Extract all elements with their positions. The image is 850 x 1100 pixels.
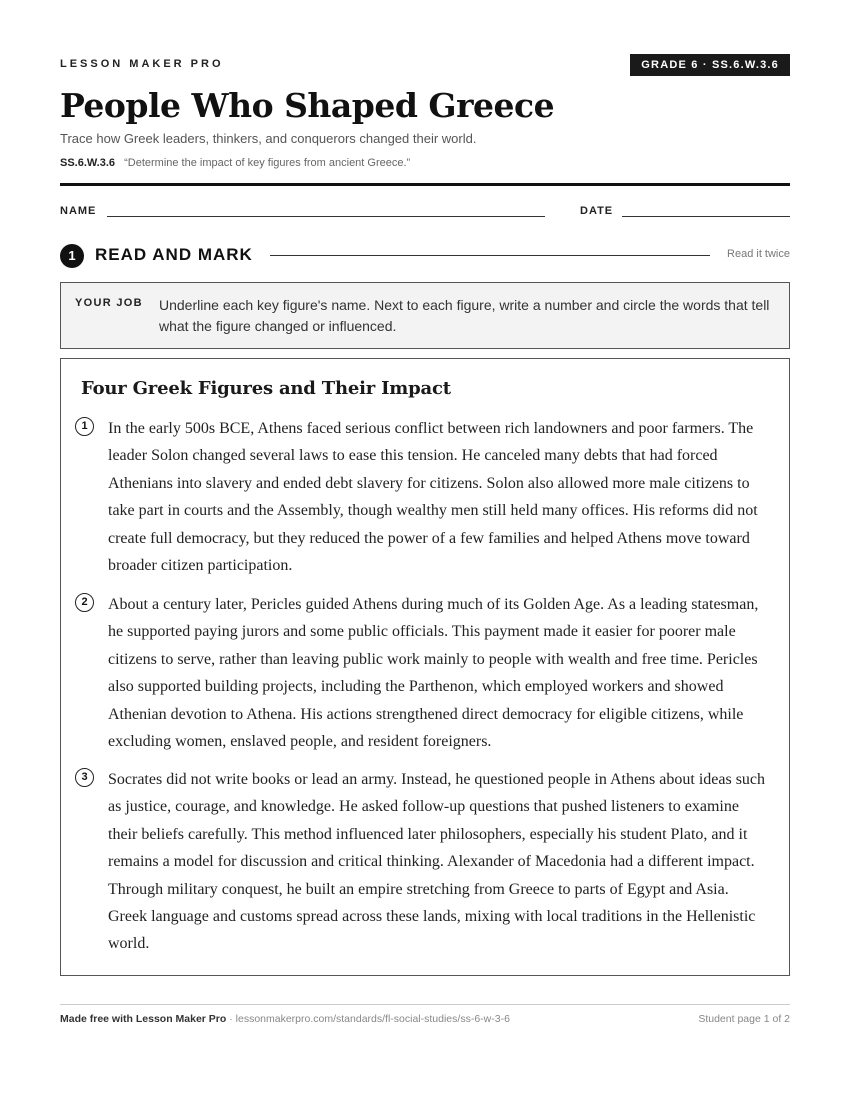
name-label: NAME xyxy=(60,205,97,217)
date-label: DATE xyxy=(580,205,614,217)
footer-url[interactable]: · lessonmakerpro.com/standards/fl-social-studies/ss-6-w-3-6 xyxy=(226,1013,510,1025)
header-divider xyxy=(60,183,790,186)
paragraph-text: In the early 500s BCE, Athens faced serious conflict between rich landowners and poor farmers. The leader Solon changed several laws to ease this tension. He canceled many debts that had forced Athenians into slavery and ended debt slavery for citizens. Solon also allowed more male citizens to take part in courts and the Assembly, though wealthy men still held many offices. His reforms did not create full democracy, but they reduced the power of a few families and helped Athens move toward broader citizen participation. xyxy=(108,420,758,575)
section-divider xyxy=(270,255,710,256)
instructions-label: YOUR JOB xyxy=(75,297,143,309)
paragraph-number: 2 xyxy=(75,593,94,612)
page-subtitle: Trace how Greek leaders, thinkers, and conquerors changed their world. xyxy=(60,131,477,146)
standard-line xyxy=(60,157,410,169)
brand-name: LESSON MAKER PRO xyxy=(60,58,224,70)
standard-description: “Determine the impact of key figures from ancient Greece.” xyxy=(124,157,411,169)
instructions-box xyxy=(60,282,790,349)
section-number-badge: 1 xyxy=(60,244,84,268)
grade-badge: GRADE 6 · SS.6.W.3.6 xyxy=(630,54,790,76)
instructions-text: Underline each key figure's name. Next to each figure, write a number and circle the words that tell what the figure changed or influenced. xyxy=(159,297,770,334)
footer-page-number: Student page 1 of 2 xyxy=(698,1013,790,1025)
paragraph-number: 3 xyxy=(75,768,94,787)
footer-made-with: Made free with Lesson Maker Pro xyxy=(60,1013,227,1025)
page-title: People Who Shaped Greece xyxy=(60,86,555,125)
name-field[interactable] xyxy=(107,216,545,217)
footer-divider xyxy=(60,1004,790,1005)
passage-title: Four Greek Figures and Their Impact xyxy=(81,378,451,399)
standard-code: SS.6.W.3.6 xyxy=(60,157,116,169)
section-title: READ AND MARK xyxy=(95,245,253,264)
paragraph-text: Socrates did not write books or lead an army. Instead, he questioned people in Athens about ideas such as justice, courage, and knowledge. He asked follow-up questions that pushed listeners to examine their beliefs carefully. This method influenced later philosophers, especially his student Plato, and it remains a model for discussion and critical thinking. Alexander of Macedonia had a different impact. Through military conquest, he built an empire stretching from Greece to parts of Egypt and Asia. Greek language and customs spread across these lands, mixing with local traditions in the Hellenistic world. xyxy=(108,771,766,953)
paragraph-text: About a century later, Pericles guided Athens during much of its Golden Age. As a leading statesman, he supported paying jurors and some public officials. This payment made it easier for poorer male citizens to serve, rather than leaving public work mainly to people with wealth and free time. Pericles also supported building projects, including the Parthenon, which employed workers and showed Athenian devotion to Athena. His actions strengthened direct democracy for eligible citizens, while excluding women, enslaved people, and resident foreigners. xyxy=(108,596,759,751)
footer-credit xyxy=(60,1013,510,1025)
date-field[interactable] xyxy=(622,216,790,217)
reading-passage-box xyxy=(60,358,790,976)
paragraph-number: 1 xyxy=(75,417,94,436)
section-hint: Read it twice xyxy=(727,248,790,260)
